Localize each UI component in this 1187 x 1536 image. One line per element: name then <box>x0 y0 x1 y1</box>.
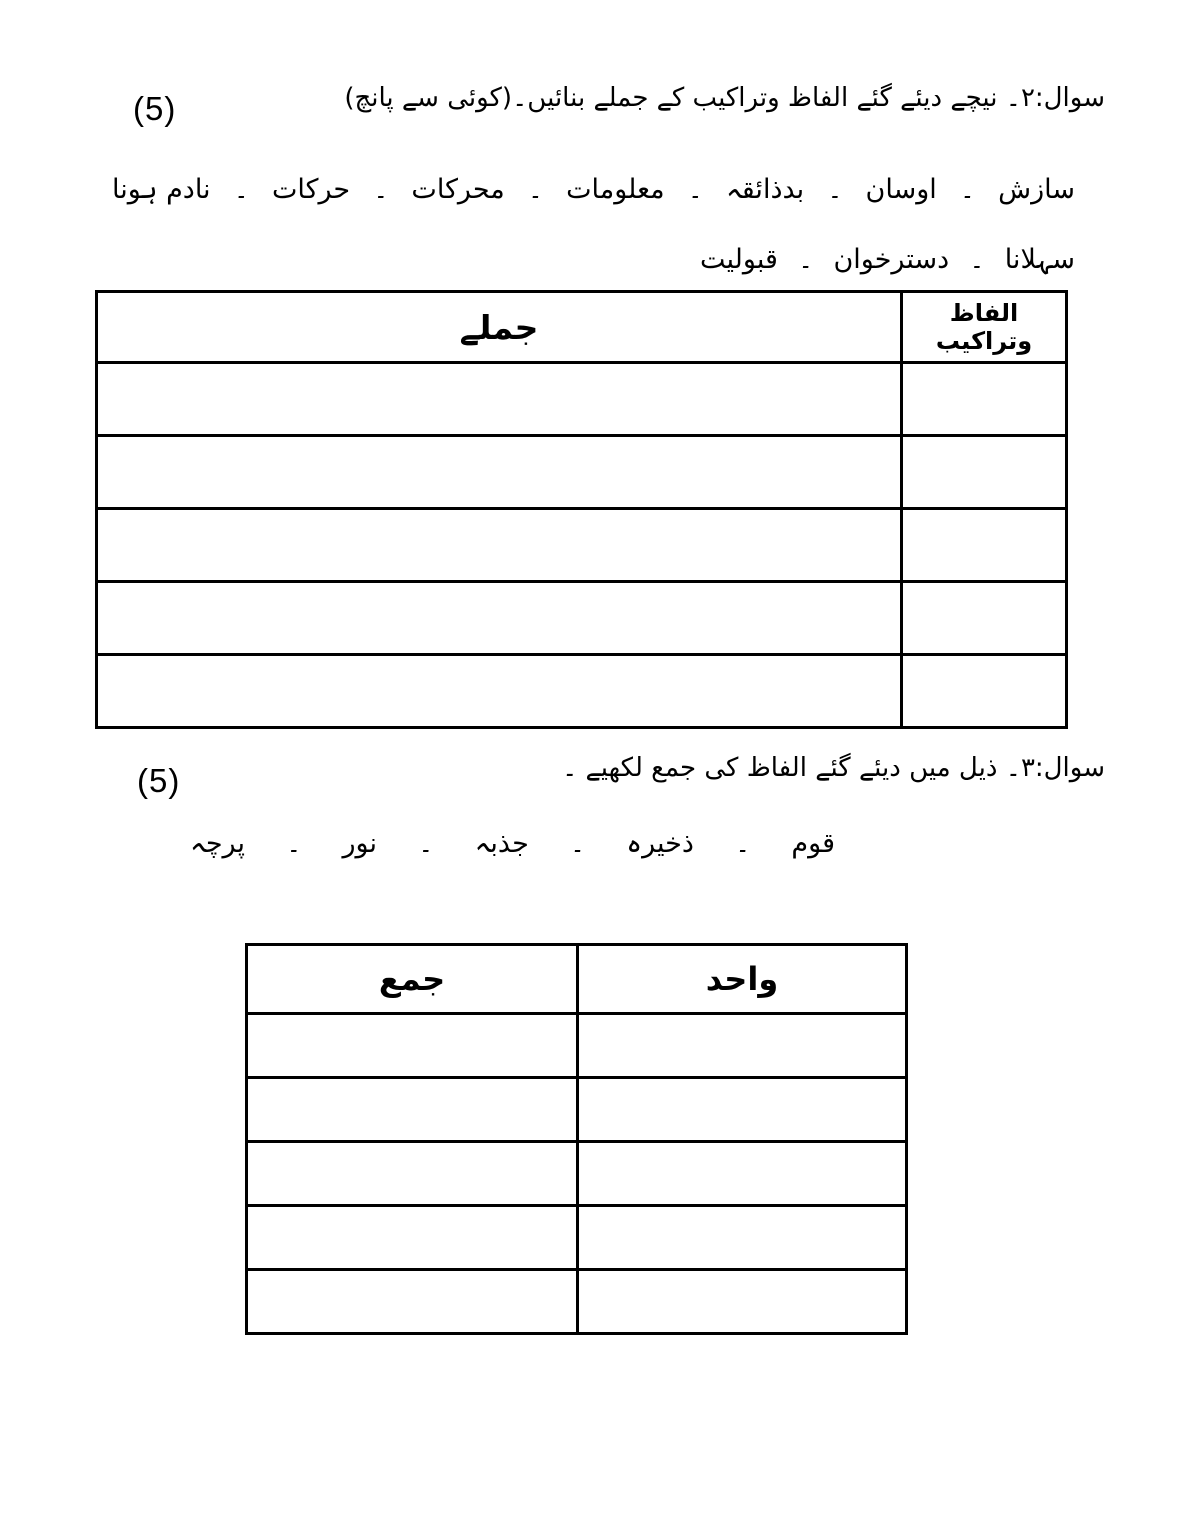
word-separator: ۔ <box>827 176 842 204</box>
answer-cell[interactable] <box>247 1142 578 1206</box>
question3-marks: (5) <box>137 762 181 799</box>
word-separator: ۔ <box>969 246 984 274</box>
word: حرکات <box>271 174 351 205</box>
answer-cell[interactable] <box>247 1206 578 1270</box>
answer-cell[interactable] <box>578 1014 907 1078</box>
answer-cell[interactable] <box>247 1078 578 1142</box>
word: بدذائقہ <box>725 174 805 205</box>
word: نور <box>342 828 378 859</box>
word-separator: ۔ <box>286 830 301 858</box>
plural-table-header-row <box>247 945 907 1014</box>
answer-row <box>97 509 1067 582</box>
question2-row <box>0 78 1187 127</box>
word: جذبہ <box>474 828 529 859</box>
answer-cell[interactable] <box>97 436 902 509</box>
plural-table-header-plural: جمع <box>247 945 578 1014</box>
answer-cell[interactable] <box>247 1270 578 1334</box>
answer-cell[interactable] <box>902 655 1067 728</box>
word: قبولیت <box>700 244 778 275</box>
question2-text: سوال:۲۔ نیچے دیئے گئے الفاظ وتراکیب کے جملے بنائیں۔(کوئی سے پانچ) <box>344 83 1105 113</box>
word-separator: ۔ <box>373 176 388 204</box>
question2-words-line2 <box>700 240 1075 281</box>
word-separator: ۔ <box>418 830 433 858</box>
plural-table <box>245 943 908 1335</box>
word: معلومات <box>566 174 665 205</box>
answer-row <box>97 436 1067 509</box>
word: سازش <box>998 174 1075 205</box>
word-separator: ۔ <box>234 176 249 204</box>
question3-words <box>190 824 835 865</box>
answer-row <box>247 1014 907 1078</box>
sentences-table <box>95 290 1068 729</box>
answer-cell[interactable] <box>902 436 1067 509</box>
word: اوسان <box>865 174 937 205</box>
answer-cell[interactable] <box>578 1270 907 1334</box>
word: سہلانا <box>1004 244 1075 275</box>
answer-row <box>97 582 1067 655</box>
answer-row <box>247 1270 907 1334</box>
word-separator: ۔ <box>798 246 813 274</box>
answer-cell[interactable] <box>578 1142 907 1206</box>
word: ذخیرہ <box>626 828 694 859</box>
question2-words-line1 <box>112 170 1075 211</box>
word: پرچہ <box>190 828 245 859</box>
sentences-table-header-sentences: جملے <box>97 292 902 363</box>
word-separator: ۔ <box>688 176 703 204</box>
answer-cell[interactable] <box>97 509 902 582</box>
word: دسترخوان <box>833 244 950 275</box>
word: محرکات <box>411 174 505 205</box>
answer-cell[interactable] <box>902 582 1067 655</box>
answer-cell[interactable] <box>97 655 902 728</box>
answer-cell[interactable] <box>247 1014 578 1078</box>
sentences-table-header-words: الفاظ وتراکیب <box>902 292 1067 363</box>
answer-row <box>247 1078 907 1142</box>
answer-cell[interactable] <box>97 582 902 655</box>
answer-row <box>247 1142 907 1206</box>
answer-cell[interactable] <box>578 1206 907 1270</box>
answer-cell[interactable] <box>578 1078 907 1142</box>
word-separator: ۔ <box>570 830 585 858</box>
sentences-table-header-row <box>97 292 1067 363</box>
word-separator: ۔ <box>528 176 543 204</box>
word: نادم ہونا <box>112 174 211 205</box>
plural-table-header-singular: واحد <box>578 945 907 1014</box>
answer-cell[interactable] <box>97 363 902 436</box>
question3-row <box>0 748 1187 799</box>
word-separator: ۔ <box>960 176 975 204</box>
question3-text: سوال:۳۔ ذیل میں دیئے گئے الفاظ کی جمع لکھیے ۔ <box>562 753 1105 783</box>
answer-cell[interactable] <box>902 363 1067 436</box>
answer-row <box>97 655 1067 728</box>
answer-cell[interactable] <box>902 509 1067 582</box>
answer-row <box>247 1206 907 1270</box>
word-separator: ۔ <box>735 830 750 858</box>
answer-row <box>97 363 1067 436</box>
question2-marks: (5) <box>133 90 177 127</box>
word: قوم <box>791 828 835 859</box>
